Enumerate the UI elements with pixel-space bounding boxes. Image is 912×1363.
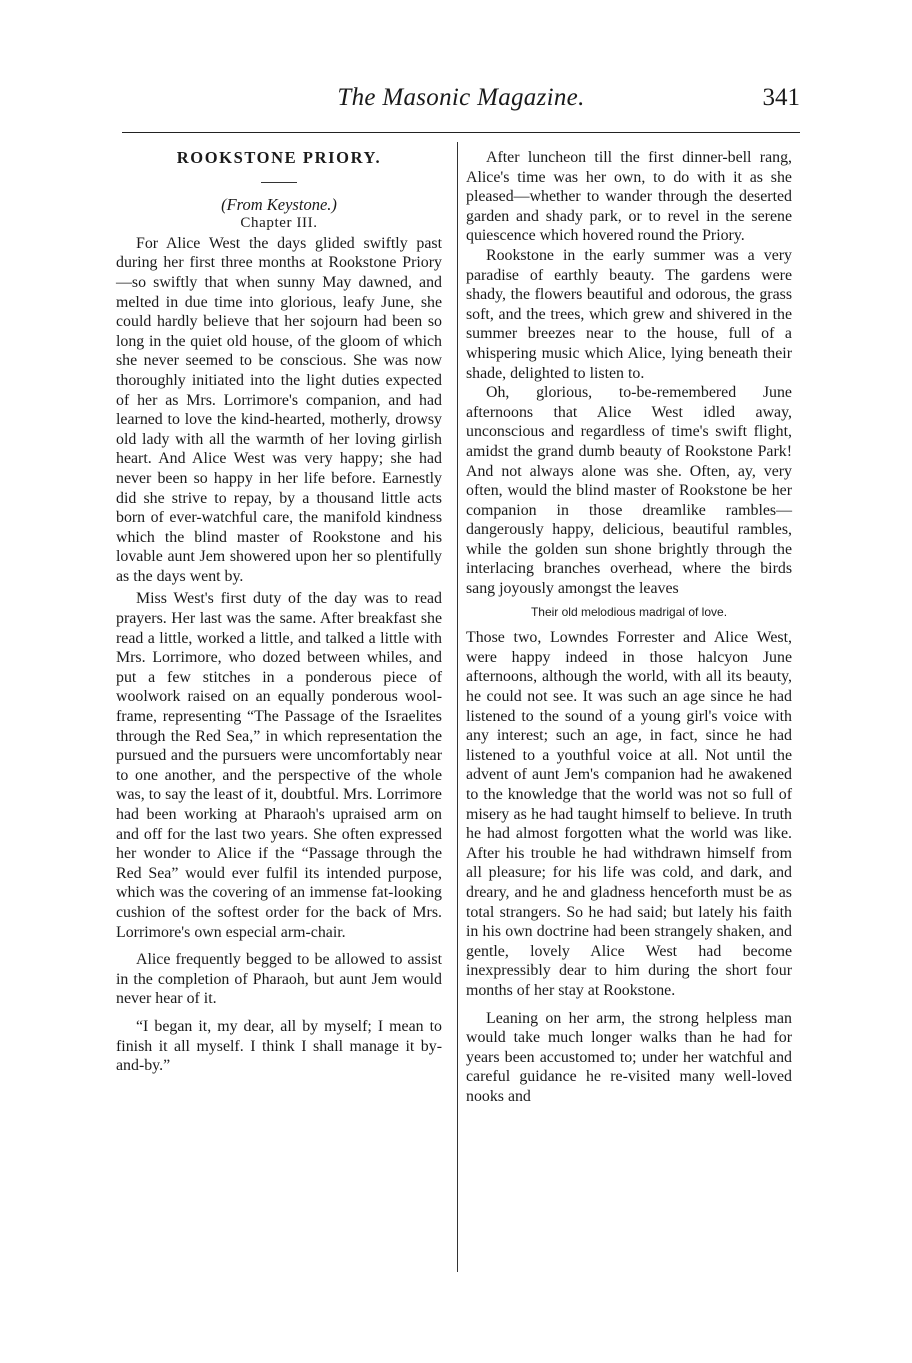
paragraph: “I began it, my dear, all by myself; I mean to finish it all myself. I think I shall manage it by-and-by.” [116,1017,442,1075]
chapter-heading: Chapter III. [240,215,318,232]
verse-quotation: Their old melodious madrigal of love. [530,604,728,619]
paragraph: Oh, glorious, to-be-remembered June afternoons that Alice West idled away, unconscious and regardless of time's swift flight, amidst the grand dumb beauty of Rookstone Park! And not always alone was she. Often, ay, very often, would the blind master of Rookstone be her companion in those dreamlike rambles—dangerously happy, delicious, beautiful rambles, while the golden sun shone brightly through the interlacing branches overhead, where the birds sang joyously amongst the leaves [466,384,792,598]
paragraph: Alice frequently begged to be allowed to assist in the completion of Pharaoh, but aunt Jem would never hear of it. [116,951,442,1008]
paragraph: Rookstone in the early summer was a very paradise of earthly beauty. The gardens were shady, the flowers beautiful and odorous, the grass soft, and the trees, which grew and shivered in the summer breezes near to the house, full of a whispering music which Alice, lying beneath their shade, delighted to listen to. [466,246,792,382]
left-column [116,148,442,1076]
running-head [122,78,800,118]
paragraph: Those two, Lowndes Forrester and Alice West, were happy indeed in those halcyon June afternoons, although the world, with all its beauty, he could not see. It was such an age since he had listened to the sound of a young girl's voice with any interest; such an age, in fact, since he had listened to a youthful voice at all. Not until the advent of aunt Jem's companion had he awakened to the knowledge that the world was not so full of misery as he had taught himself to believe. In truth he had almost forgotten what the world was like. After his trouble he had withdrawn himself from all pleasure; for his life was cold, and dark, and dreary, and he and gladness henceforth must be as total strangers. So he had said; but lately his faith in his own doctrine had been strangely shaken, and gentle, lovely Alice West had become inexpressibly dear to him during the short four months of her stay at Rookstone. [466,629,792,999]
story-title: ROOKSTONE PRIORY. [176,148,382,167]
paragraph: For Alice West the days glided swiftly past during her first three months at Rookstone Priory—so swiftly that when sunny May dawned, and melted in due time into glorious, leafy June, she could hardly believe that her sojourn had been so long in the quiet old house, of the gloom of which she never seemed to be conscious. She was now thoroughly initiated into the light duties expected of her as Mrs. Lorrimore's companion, and had learned to love the kind-hearted, motherly, drowsy old lady with all the warmth of her loving girlish heart. And Alice West was very happy; she had never been so happy in her life before. Earnestly did she strive to repay, by a thousand little acts born of ever-watchful care, the manifold kindness which the blind master of Rookstone and his lovable aunt Jem showered upon her so plentifully as the days went by. [116,234,442,585]
paragraph: Leaning on her arm, the strong helpless man would take much longer walks than he had for years been accustomed to; under her watchful and careful guidance he re-visited many well-loved nooks and [466,1009,792,1105]
column-divider [457,142,458,1272]
right-column [466,148,792,1107]
page-number: 341 [762,84,800,111]
journal-title: The Masonic Magazine. [337,84,585,111]
paragraph: After luncheon till the first dinner-bell rang, Alice's time was her own, to do with it as she pleased—whether to wander through the deserted garden and shady park, or to revel in the serene quiescence which hovered round the Priory. [466,149,792,245]
title-rule [261,182,297,183]
header-rule [122,132,800,133]
paragraph: Miss West's first duty of the day was to read prayers. Her last was the same. After breakfast she read a little, worked a little, and talked a little with Mrs. Lorrimore, who dozed between whiles, and put a few stitches in a ponderous piece of woolwork raised on an equally ponderous wool-frame, representing “The Passage of the Israelites through the Red Sea,” in which representation the pursued and the pursuers were uncomfortably near to one another, and the perspective of the whole was, to say the least of it, doubtful. Mrs. Lorrimore had been working at Pharaoh's upraised arm on and off for the last two years. She often expressed her wonder to Alice if the “Passage through the Red Sea” would ever fulfil its intended purpose, which was the covering of an immense fat-looking cushion of the softest order for the back of Mrs. Lorrimore's own especial arm-chair. [116,590,442,941]
story-source: (From Keystone.) [221,194,337,214]
